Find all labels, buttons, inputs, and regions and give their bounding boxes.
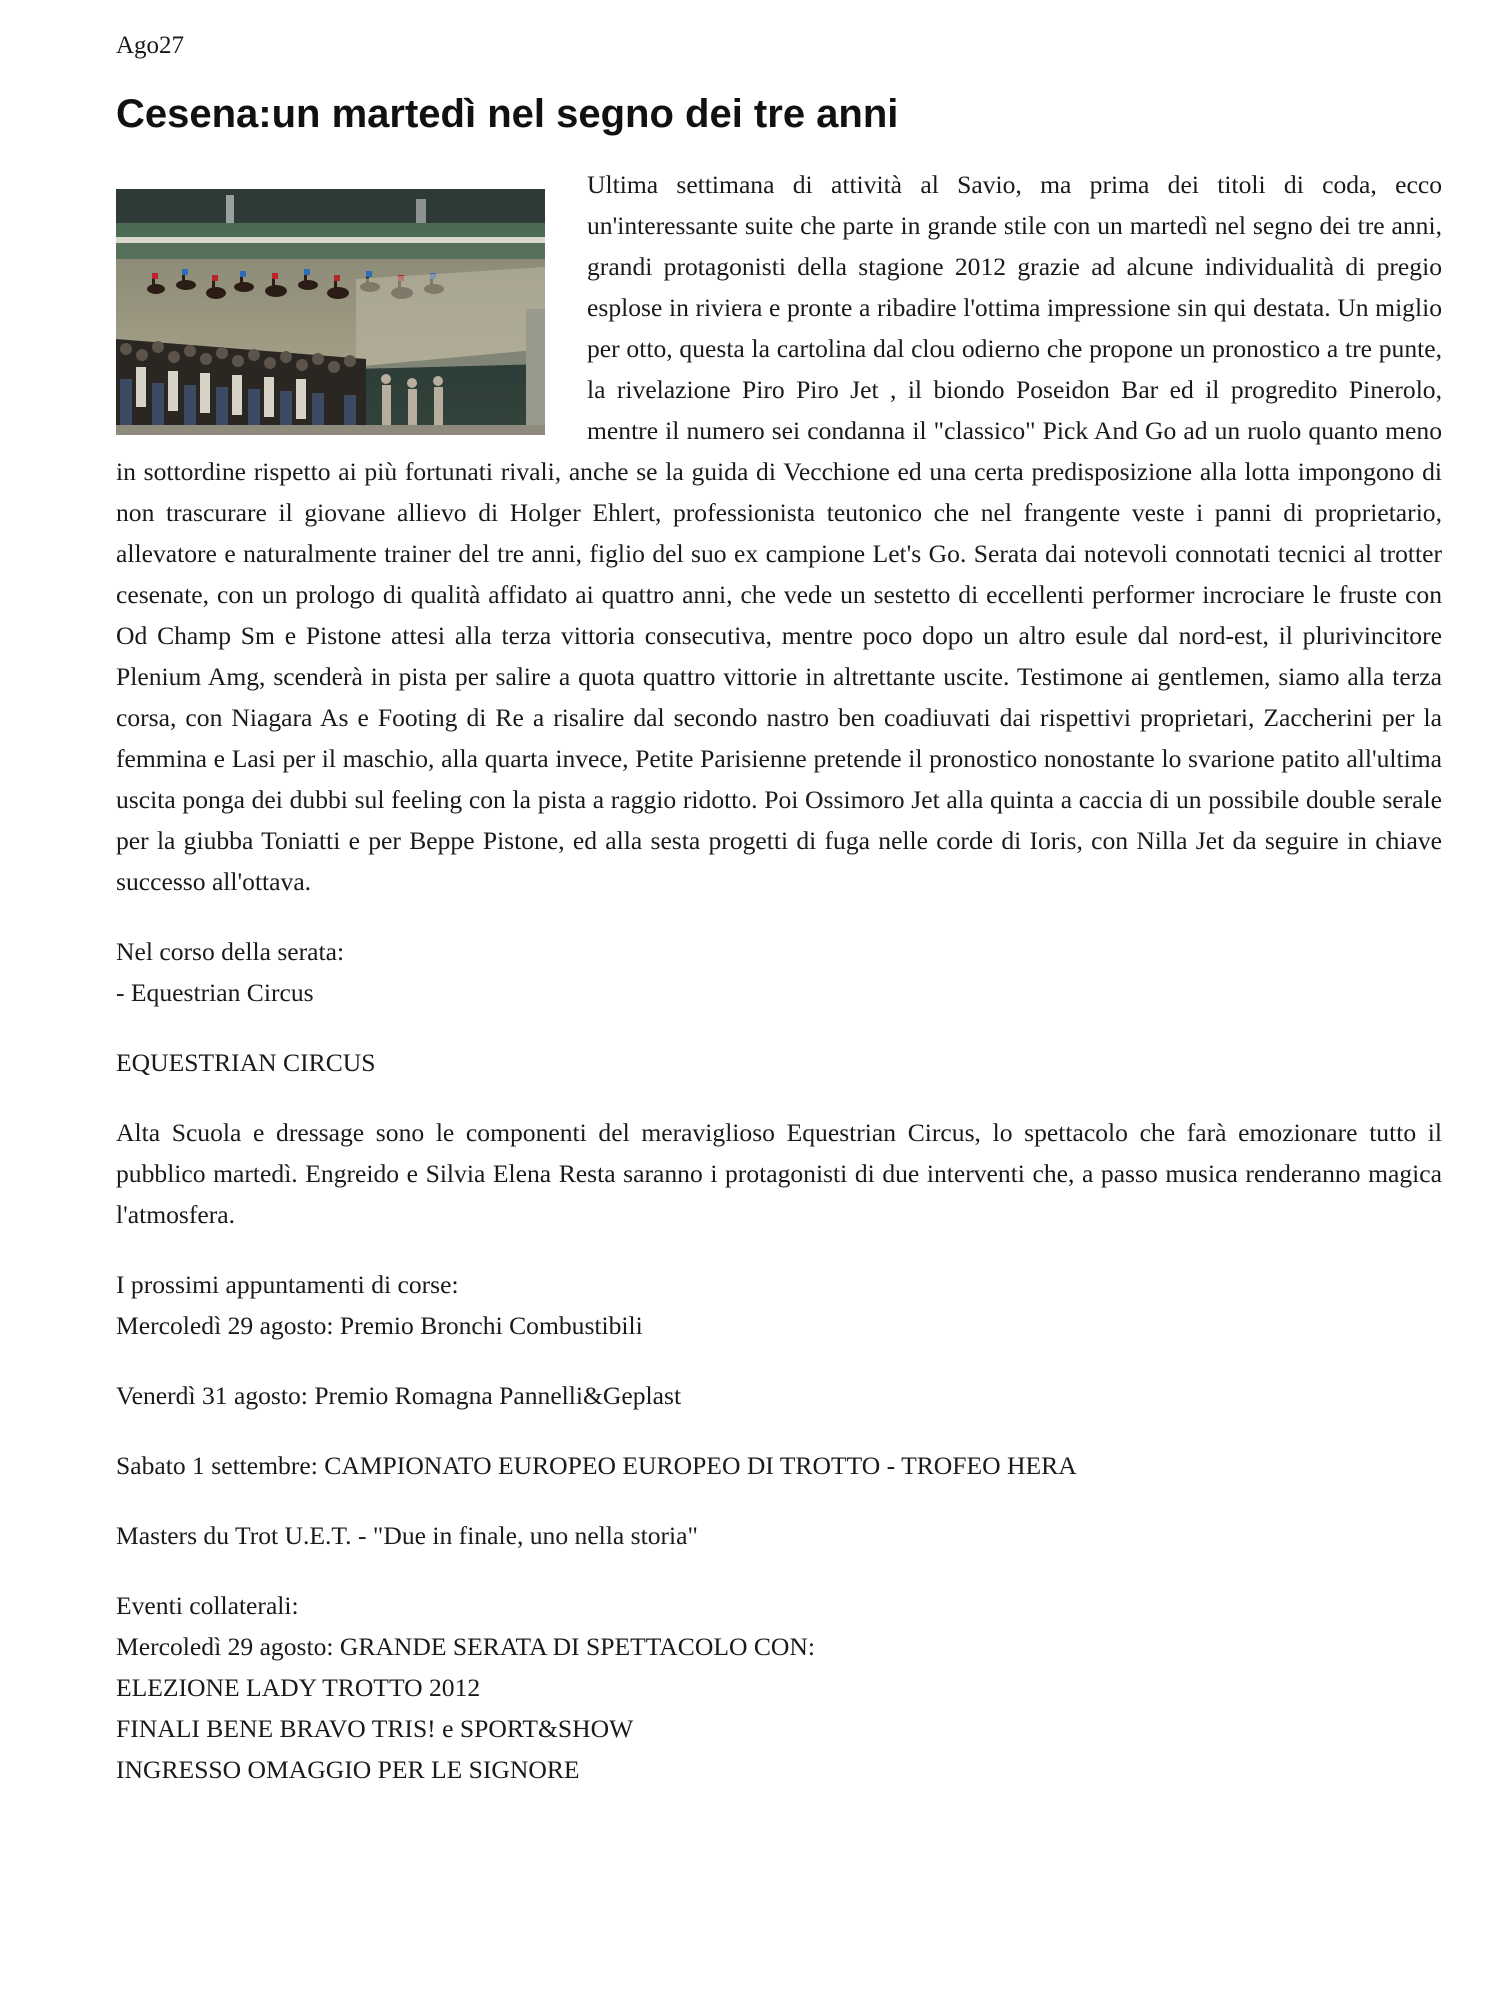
eventi-line: FINALI BENE BRAVO TRIS! e SPORT&SHOW — [116, 1714, 634, 1743]
serata-item: - Equestrian Circus — [116, 978, 314, 1007]
article-body — [116, 164, 1442, 902]
appuntamento-item: Mercoledì 29 agosto: Premio Bronchi Combustibili — [116, 1311, 643, 1340]
appuntamenti-block — [116, 1264, 1442, 1346]
eventi-block — [116, 1585, 1442, 1790]
eventi-line: ELEZIONE LADY TROTTO 2012 — [116, 1673, 481, 1702]
serata-block — [116, 931, 1442, 1013]
circus-paragraph: Alta Scuola e dressage sono le componenti del meraviglioso Equestrian Circus, lo spettacolo che farà emozionare tutto il pubblico martedì. Engreido e Silvia Elena Resta saranno i protagonisti di due interventi che, a passo musica renderanno magica l'atmosfera. — [116, 1118, 1442, 1229]
eventi-line: Mercoledì 29 agosto: GRANDE SERATA DI SPETTACOLO CON: — [116, 1632, 815, 1661]
appuntamento-item: Sabato 1 settembre: CAMPIONATO EUROPEO EUROPEO DI TROTTO - TROFEO HERA — [116, 1451, 1077, 1480]
circus-heading: EQUESTRIAN CIRCUS — [116, 1048, 376, 1077]
harness-race-photo — [116, 189, 545, 435]
appuntamento-item: Masters du Trot U.E.T. - "Due in finale, uno nella storia" — [116, 1521, 698, 1550]
eventi-line: INGRESSO OMAGGIO PER LE SIGNORE — [116, 1755, 580, 1784]
appuntamenti-heading: I prossimi appuntamenti di corse: — [116, 1270, 459, 1299]
serata-heading: Nel corso della serata: — [116, 937, 345, 966]
post-date: Ago27 — [116, 32, 185, 59]
document-page — [116, 24, 1442, 1819]
article-paragraph: Ultima settimana di attività al Savio, ma prima dei titoli di coda, ecco un'interessante suite che parte in grande stile con un martedì nel segno dei tre anni, grandi protagonisti della stagione 2012 grazie ad alcune individualità di pregio esplose in riviera e pronte a ribadire l'ottima impressione sin qui destata. Un miglio per otto, questa la cartolina dal clou odierno che propone un pronostico a tre punte, la rivelazione Piro Piro Jet , il biondo Poseidon Bar ed il progredito Pinerolo, mentre il numero sei condanna il "classico" Pick And Go ad un ruolo quanto meno in sottordine rispetto ai più fortunati rivali, anche se la guida di Vecchione ed una certa predisposizione alla lotta impongono di non trascurare il giovane allievo di Holger Ehlert, professionista teutonico che nel frangente veste i panni di proprietario, allevatore e naturalmente trainer del tre anni, figlio del suo ex campione Let's Go. Serata dai notevoli connotati tecnici al trotter cesenate, con un prologo di qualità affidato ai quattro anni, che vede un sestetto di eccellenti performer incrociare le fruste con Od Champ Sm e Pistone attesi alla terza vittoria consecutiva, mentre poco dopo un altro esule dal nord-est, il plurivincitore Plenium Amg, scenderà in pista per salire a quota quattro vittorie in altrettante uscite. Testimone ai gentlemen, siamo alla terza corsa, con Niagara As e Footing di Re a risalire dal secondo nastro ben coadiuvati dai rispettivi proprietari, Zaccherini per la femmina e Lasi per il maschio, alla quarta invece, Petite Parisienne pretende il pronostico nonostante lo svarione patito all'ultima uscita ponga dei dubbi sul feeling con la pista a raggio ridotto. Poi Ossimoro Jet alla quinta a caccia di un possibile double serale per la giubba Toniatti e per Beppe Pistone, ed alla sesta progetti di fuga nelle corde di Ioris, con Nilla Jet da seguire in chiave successo all'ottava. — [116, 170, 1442, 896]
article-title: Cesena:un martedì nel segno dei tre anni — [116, 92, 899, 136]
eventi-heading: Eventi collaterali: — [116, 1591, 299, 1620]
appuntamento-item: Venerdì 31 agosto: Premio Romagna Pannelli&Geplast — [116, 1381, 682, 1410]
